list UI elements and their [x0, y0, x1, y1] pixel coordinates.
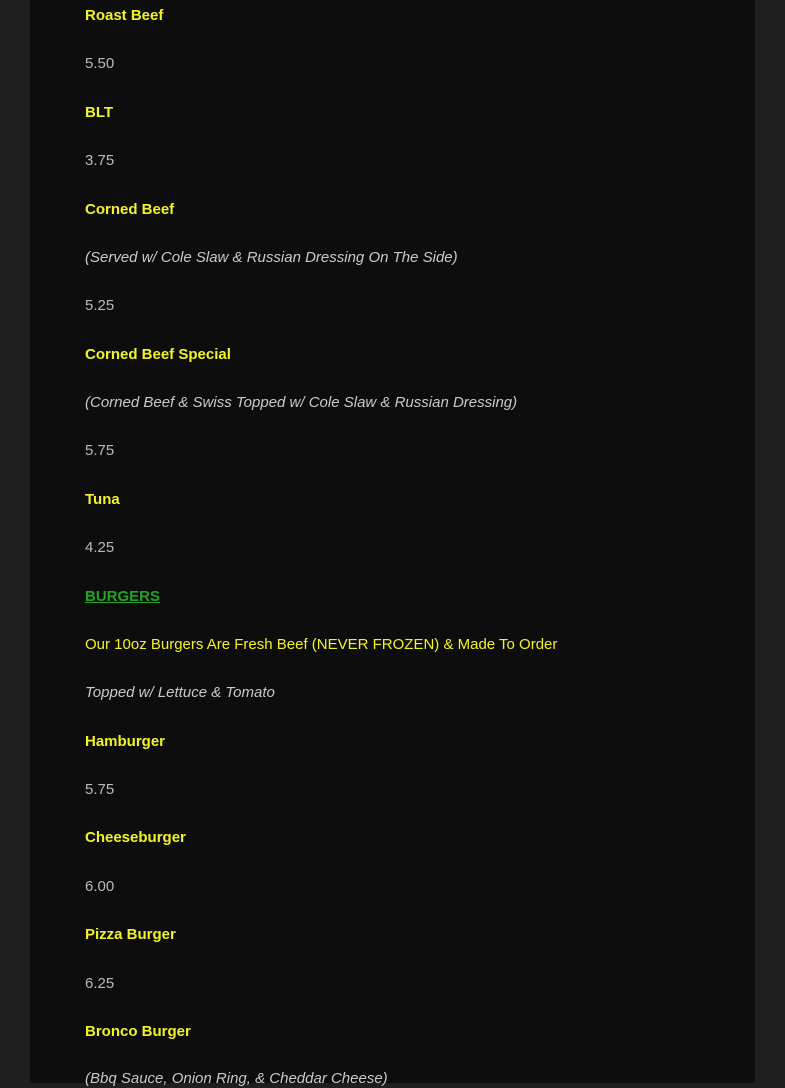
item-price-pizza-burger: 6.25 — [85, 975, 115, 992]
item-name-cheeseburger: Cheeseburger — [85, 829, 186, 846]
item-name-bronco-burger: Bronco Burger — [85, 1023, 191, 1040]
menu-panel — [30, 0, 755, 1087]
item-name-corned-beef: Corned Beef — [85, 201, 175, 218]
item-price-corned-beef: 5.25 — [85, 297, 115, 314]
burgers-note: Our 10oz Burgers Are Fresh Beef (NEVER FROZEN) & Made To Order — [85, 636, 558, 653]
item-price-tuna: 4.25 — [85, 539, 115, 556]
item-name-roast-beef: Roast Beef — [85, 7, 164, 24]
item-name-tuna: Tuna — [85, 491, 120, 508]
section-heading-burgers[interactable]: BURGERS — [85, 588, 161, 605]
burgers-tagline: Topped w/ Lettuce & Tomato — [85, 684, 275, 701]
item-price-roast-beef: 5.50 — [85, 55, 115, 72]
item-name-corned-beef-special: Corned Beef Special — [85, 346, 231, 363]
item-price-corned-beef-special: 5.75 — [85, 442, 115, 459]
item-price-hamburger: 5.75 — [85, 781, 115, 798]
item-price-blt: 3.75 — [85, 152, 115, 169]
item-desc-corned-beef-special: (Corned Beef & Swiss Topped w/ Cole Slaw & Russian Dressing) — [85, 394, 518, 411]
item-name-hamburger: Hamburger — [85, 733, 166, 750]
item-desc-corned-beef: (Served w/ Cole Slaw & Russian Dressing On The Side) — [85, 249, 458, 266]
item-name-blt: BLT — [85, 104, 114, 121]
item-desc-bronco-burger: (Bbq Sauce, Onion Ring, & Cheddar Cheese) — [85, 1070, 388, 1087]
item-price-cheeseburger: 6.00 — [85, 878, 115, 895]
item-name-pizza-burger: Pizza Burger — [85, 926, 176, 943]
